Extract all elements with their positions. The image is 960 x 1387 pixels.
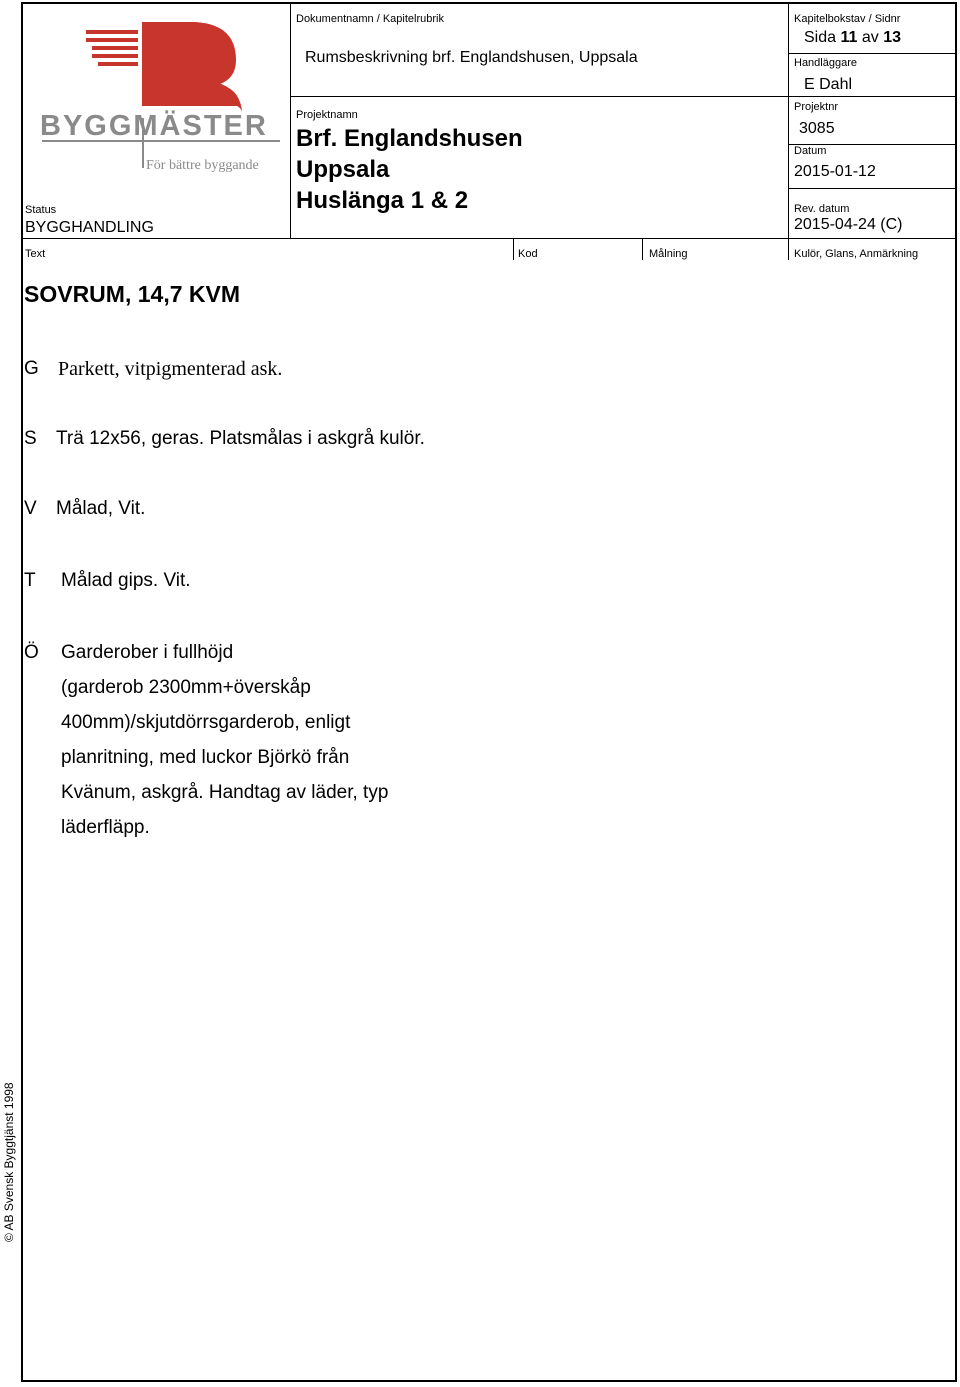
page-current: 11 [840, 29, 858, 46]
header-divider [788, 53, 957, 54]
logo-wordmark: BYGGMÄSTER [40, 110, 268, 142]
column-divider [642, 238, 643, 260]
page-number [804, 29, 901, 47]
project-number-value: 3085 [799, 120, 835, 137]
company-logo [30, 14, 285, 184]
item-text-line: planritning, med luckor Björkö från [61, 747, 350, 768]
date-value: 2015-01-12 [794, 163, 876, 180]
header-divider [788, 188, 957, 189]
header-divider [788, 2, 789, 239]
header-bottom-rule [21, 238, 957, 239]
project-name-line: Uppsala [296, 156, 390, 183]
copyright-notice: © AB Svensk Byggtjänst 1998 [2, 1082, 16, 1242]
rev-date-value: 2015-04-24 (C) [794, 216, 903, 233]
status-value: BYGGHANDLING [25, 219, 154, 236]
date-label: Datum [794, 145, 827, 157]
handler-value: E Dahl [804, 76, 853, 93]
column-divider [513, 238, 514, 260]
item-text-line: Garderober i fullhöjd [61, 642, 234, 663]
column-divider [788, 238, 789, 260]
column-header-text: Text [25, 248, 46, 260]
page-label: Kapitelbokstav / Sidnr [794, 13, 901, 25]
item-code: V [24, 498, 37, 519]
item-text-multiline [61, 635, 388, 845]
room-title: SOVRUM, 14,7 KVM [24, 281, 240, 307]
rev-date-label: Rev. datum [794, 203, 850, 215]
item-text-line: (garderob 2300mm+överskåp [61, 677, 311, 698]
item-code: S [24, 428, 37, 449]
project-name-line: Brf. Englandshusen [296, 125, 523, 152]
column-header-paint: Målning [649, 248, 688, 260]
item-text: Trä 12x56, geras. Platsmålas i askgrå kulör. [56, 428, 425, 449]
header-divider [788, 96, 957, 97]
page-of: av [861, 29, 879, 46]
handler-label: Handläggare [794, 57, 857, 69]
column-header-color: Kulör, Glans, Anmärkning [794, 248, 919, 260]
item-text-line: 400mm)/skjutdörrsgarderob, enligt [61, 712, 351, 733]
status-label: Status [25, 204, 57, 216]
project-name-line: Huslänga 1 & 2 [296, 187, 469, 214]
item-code: G [24, 358, 39, 379]
project-label: Projektnamn [296, 109, 358, 121]
item-text-line: läderfläpp. [61, 817, 150, 838]
header-divider [290, 2, 291, 239]
logo-tagline: För bättre byggande [146, 158, 259, 173]
item-text: Målad gips. Vit. [61, 570, 191, 591]
column-header-code: Kod [518, 248, 538, 260]
item-code: T [24, 570, 36, 591]
header-divider [290, 96, 788, 97]
page-total: 13 [883, 29, 902, 46]
document-title: Rumsbeskrivning brf. Englandshusen, Uppsala [305, 49, 638, 66]
item-text: Målad, Vit. [56, 498, 146, 519]
project-number-label: Projektnr [794, 101, 839, 113]
item-text-line: Kvänum, askgrå. Handtag av läder, typ [61, 782, 389, 803]
item-code: Ö [24, 642, 39, 663]
page-prefix: Sida [804, 29, 837, 46]
document-label: Dokumentnamn / Kapitelrubrik [296, 13, 444, 25]
item-text: Parkett, vitpigmenterad ask. [58, 358, 283, 380]
